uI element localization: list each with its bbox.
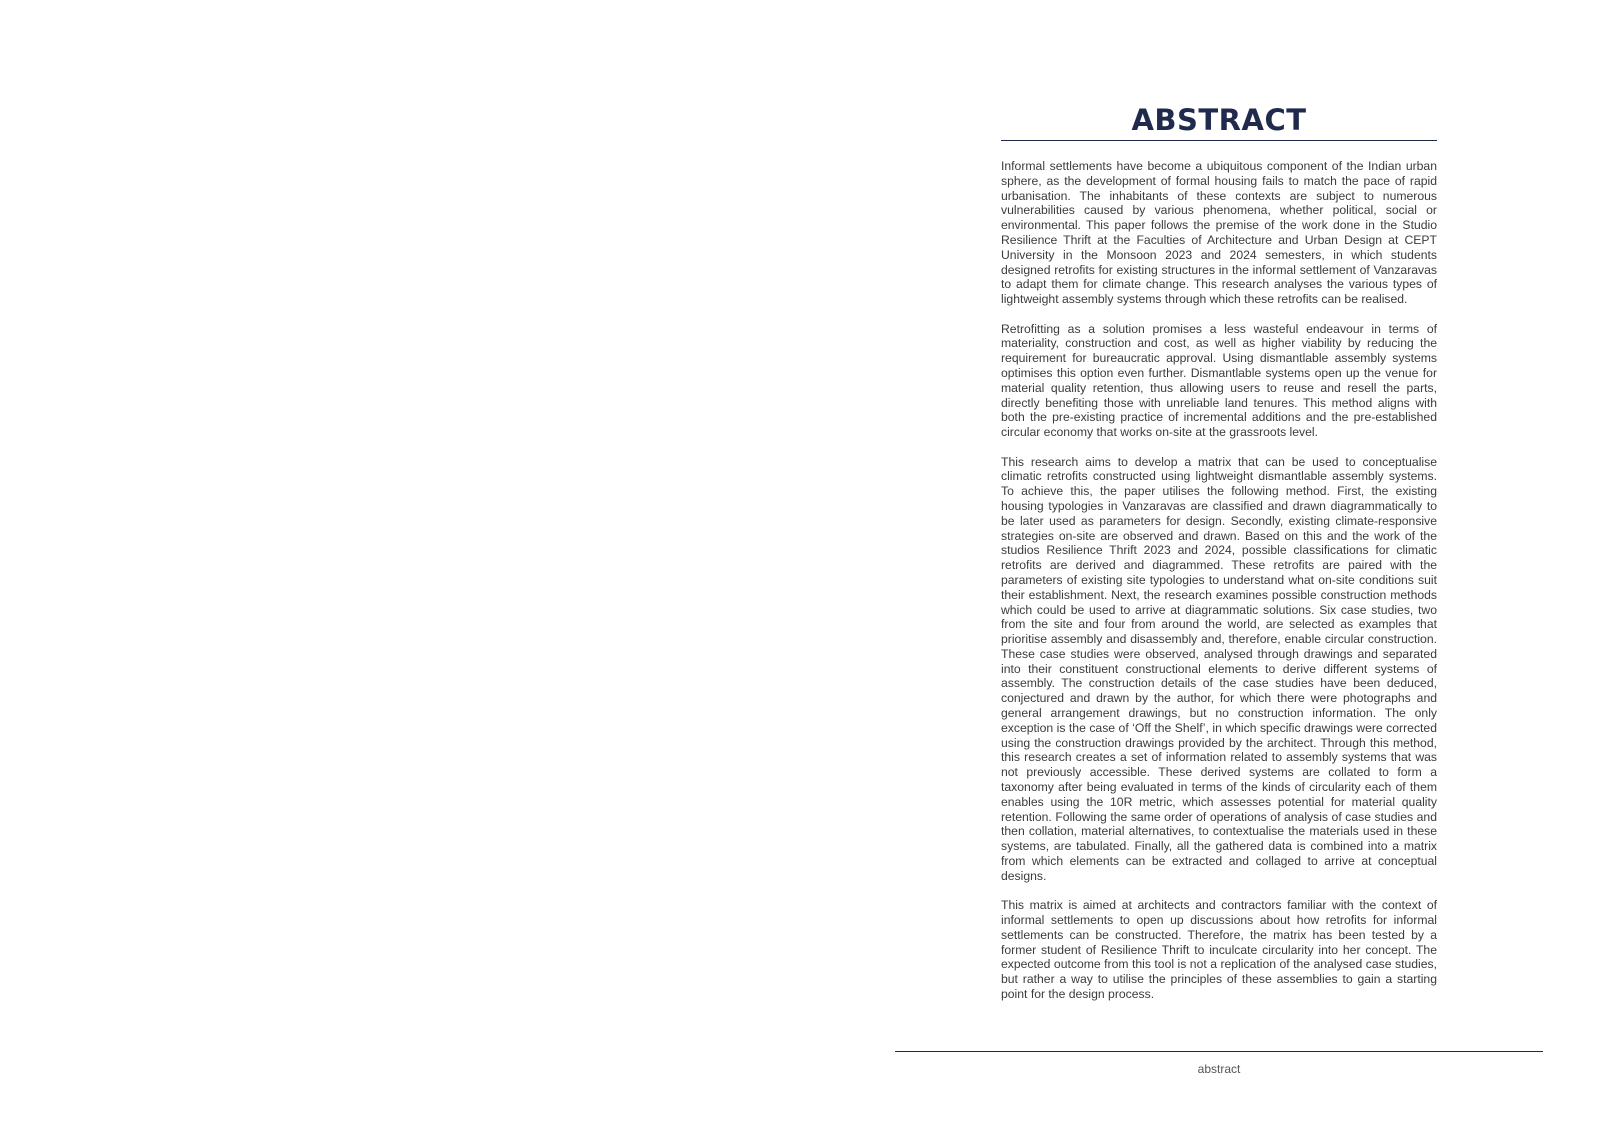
running-footer: abstract — [1197, 1062, 1241, 1076]
abstract-paragraph-4: This matrix is aimed at architects and contractors familiar with the context of informal settlements to open up discussions about how retrofits for informal settlements can be constructed. Therefore, the matrix has been tested by a former student of Resilience Thrift to inculcate circularity into her concept. The expected outcome from this tool is not a replication of the analysed case studies, but rather a way to utilise the principles of these assemblies to gain a starting point for the design process. — [1001, 898, 1437, 1002]
page-title: ABSTRACT — [1131, 103, 1307, 137]
abstract-paragraph-2: Retrofitting as a solution promises a less wasteful endeavour in terms of materiality, construction and cost, as well as higher viability by reducing the requirement for bureaucratic approval. Using dismantlable assembly systems optimises this option even further. Dismantlable systems open up the venue for material quality retention, thus allowing users to reuse and resell the parts, directly benefiting those with unreliable land tenures. This method aligns with both the pre-existing practice of incremental additions and the pre-established circular economy that works on-site at the grassroots level. — [1001, 321, 1437, 440]
abstract-paragraph-3: This research aims to develop a matrix that can be used to conceptualise climatic retrofits constructed using lightweight dismantlable assembly systems. To achieve this, the paper utilises the following method. First, the existing housing typologies in Vanzaravas are classified and drawn diagrammatically to be later used as parameters for design. Secondly, existing climate-responsive strategies on-site are observed and drawn. Based on this and the work of the studios Resilience Thrift 2023 and 2024, possible classifications for climatic retrofits are derived and diagrammed. These retrofits are paired with the parameters of existing site typologies to understand what on-site conditions suit their establishment. Next, the research examines possible construction methods which could be used to arrive at diagrammatic solutions. Six case studies, two from the site and four from around the world, are selected as examples that prioritise assembly and disassembly and, therefore, enable circular construction. These case studies were observed, analysed through drawings and separated into their constituent constructional elements to derive different systems of assembly. The construction details of the case studies have been deduced, conjectured and drawn by the author, for which there were photographs and general arrangement drawings, but no construction information. The only exception is the case of ‘Off the Shelf’, in which specific drawings were corrected using the construction drawings provided by the architect. Through this method, this research creates a set of information related to assembly systems that was not previously accessible. These derived systems are collated to form a taxonomy after being evaluated in terms of the kinds of circularity each of them enables using the 10R metric, which assesses potential for material quality retention. Following the same order of operations of analysis of case studies and then collation, material alternatives, to contextualise the materials used in these systems, are tabulated. Finally, all the gathered data is combined into a matrix from which elements can be extracted and collaged to arrive at conceptual designs. — [1001, 454, 1437, 883]
abstract-paragraph-1: Informal settlements have become a ubiquitous component of the Indian urban sphere, as the development of formal housing fails to match the pace of rapid urbanisation. The inhabitants of these contexts are subject to numerous vulnerabilities caused by various phenomena, whether political, social or environmental. This paper follows the premise of the work done in the Studio Resilience Thrift at the Faculties of Architecture and Urban Design at CEPT University in the Monsoon 2023 and 2024 semesters, in which students designed retrofits for existing structures in the informal settlement of Vanzaravas to adapt them for climate change. This research analyses the various types of lightweight assembly systems through which these retrofits can be realised. — [1001, 159, 1437, 307]
title-divider — [1001, 140, 1437, 141]
abstract-body — [1001, 159, 1437, 1002]
footer-divider — [895, 1051, 1543, 1052]
